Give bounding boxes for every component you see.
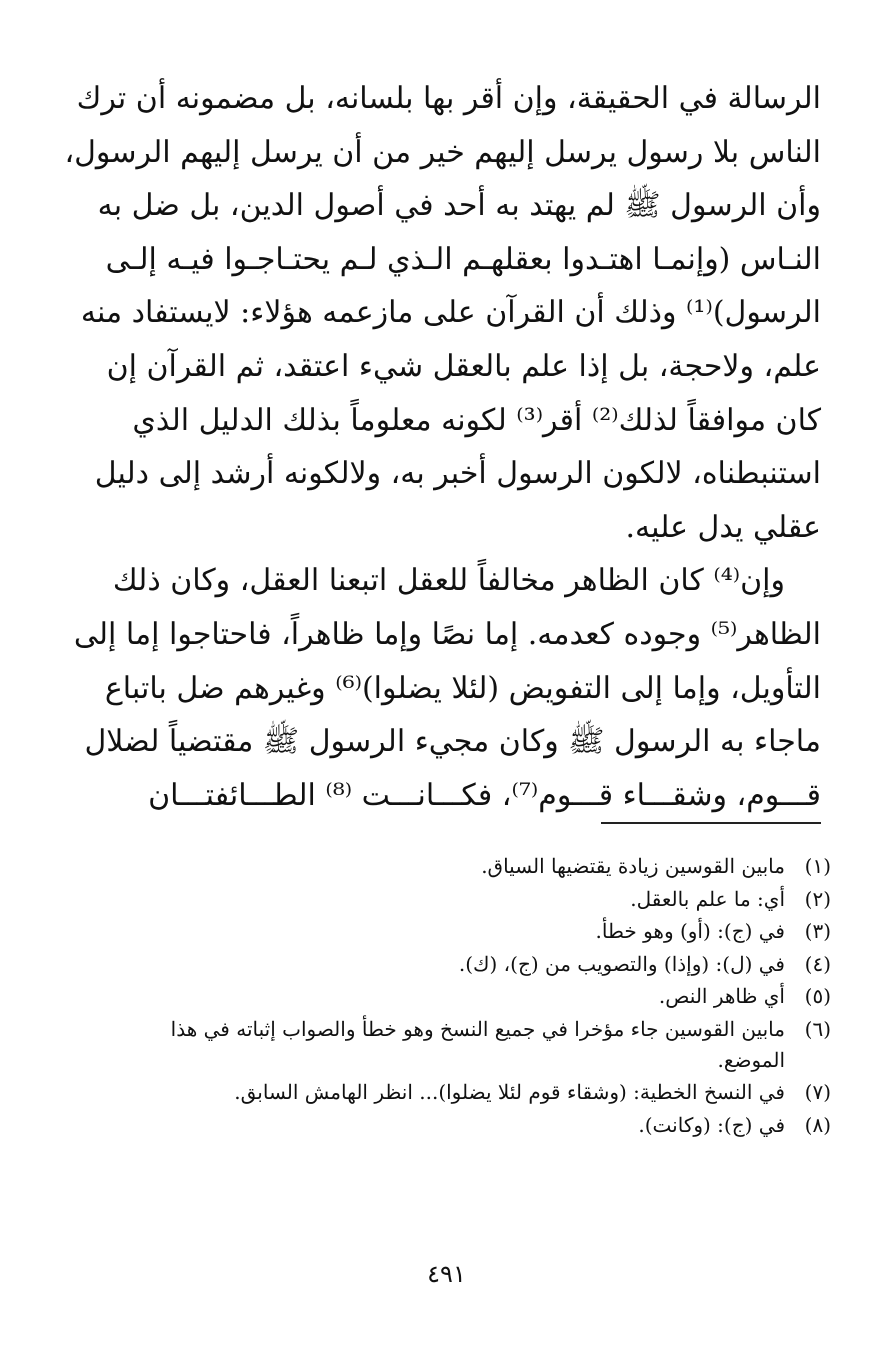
text-line: الرسالة في الحقيقة، وإن أقر بها بلسانه، بل مضمونه أن ترك	[76, 81, 821, 116]
footnote-number: (١)	[804, 854, 831, 878]
footnote	[150, 1014, 831, 1076]
text-line: ماجاء به الرسول ﷺ وكان مجيء الرسول ﷺ مقتضياً لضلال	[84, 724, 821, 760]
footnotes	[150, 851, 831, 1142]
footnote-text: في (ج): (أو) وهو خطأ.	[595, 919, 785, 943]
main-text	[64, 72, 821, 822]
footnote	[150, 981, 831, 1012]
text-line: عقلي يدل عليه.	[625, 509, 821, 545]
footnote-text: أي: ما علم بالعقل.	[630, 886, 785, 911]
text-line: التأويل، وإما إلى التفويض (لئلا يضلوا)⁽⁶⁾ وغيرهم ضل باتباع	[104, 670, 821, 706]
footnote-number: (٤)	[804, 951, 831, 976]
text-line: قـــوم، وشقـــاء قـــوم⁽⁷⁾، فكـــانـــت ⁽⁸⁾ الطـــائفتـــان	[148, 777, 821, 813]
page-number: ٤٩١	[427, 1260, 466, 1288]
footnote	[150, 884, 831, 915]
text-line: وإن⁽⁴⁾ كان الظاهر مخالفاً للعقل اتبعنا العقل، وكان ذلك	[112, 563, 785, 599]
text-line: الظاهر⁽⁵⁾ وجوده كعدمه. إما نصًا وإما ظاهراً، فاحتاجوا إما إلى	[73, 616, 821, 652]
footnote-separator	[601, 822, 821, 824]
text-line: استنبطناه، لالكون الرسول أخبر به، ولالكونه أرشد إلى دليل	[94, 456, 821, 492]
footnote-number: (٧)	[804, 1080, 831, 1104]
footnote-number: (٣)	[804, 919, 831, 943]
footnote	[150, 851, 831, 882]
footnote-number: (٨)	[804, 1112, 831, 1137]
footnote	[150, 949, 831, 980]
footnote-text: في (ل): (وإذا) والتصويب من (ج)، (ك).	[458, 951, 785, 976]
text-line: وأن الرسول ﷺ لم يهتد به أحد في أصول الدين، بل ضل به	[97, 188, 821, 224]
footnote-number: (٦)	[804, 1016, 831, 1041]
footnote-text: مابين القوسين زيادة يقتضيها السياق.	[481, 854, 785, 878]
text-line: النـاس (وإنمـا اهتـدوا بعقلهـم الـذي لـم يحتـاجـوا فيـه إلـى	[105, 241, 821, 277]
footnote-text: مابين القوسين جاء مؤخرا في جميع النسخ وهو خطأ والصواب إثباته في هذا الموضع.	[170, 1016, 785, 1072]
footnote-text: في (ج): (وكانت).	[638, 1112, 785, 1137]
footnote-text: أي ظاهر النص.	[658, 984, 785, 1008]
footnote	[150, 1077, 831, 1108]
text-line: الناس بلا رسول يرسل إليهم خير من أن يرسل إليهم الرسول،	[64, 134, 821, 170]
text-line: الرسول)⁽¹⁾ وذلك أن القرآن على مازعمه هؤلاء: لايستفاد منه	[80, 295, 821, 331]
footnote-text: في النسخ الخطية: (وشقاء قوم لئلا يضلوا)... انظر الهامش السابق.	[234, 1080, 785, 1104]
footnote-number: (٥)	[804, 984, 831, 1008]
text-line: كان موافقاً لذلك⁽²⁾ أقر⁽³⁾ لكونه معلوماً بذلك الدليل الذي	[132, 402, 821, 438]
text-line: علم، ولاحجة، بل إذا علم بالعقل شيء اعتقد، ثم القرآن إن	[106, 348, 821, 384]
footnote-number: (٢)	[804, 886, 831, 911]
footnote	[150, 916, 831, 947]
footnote	[150, 1110, 831, 1141]
